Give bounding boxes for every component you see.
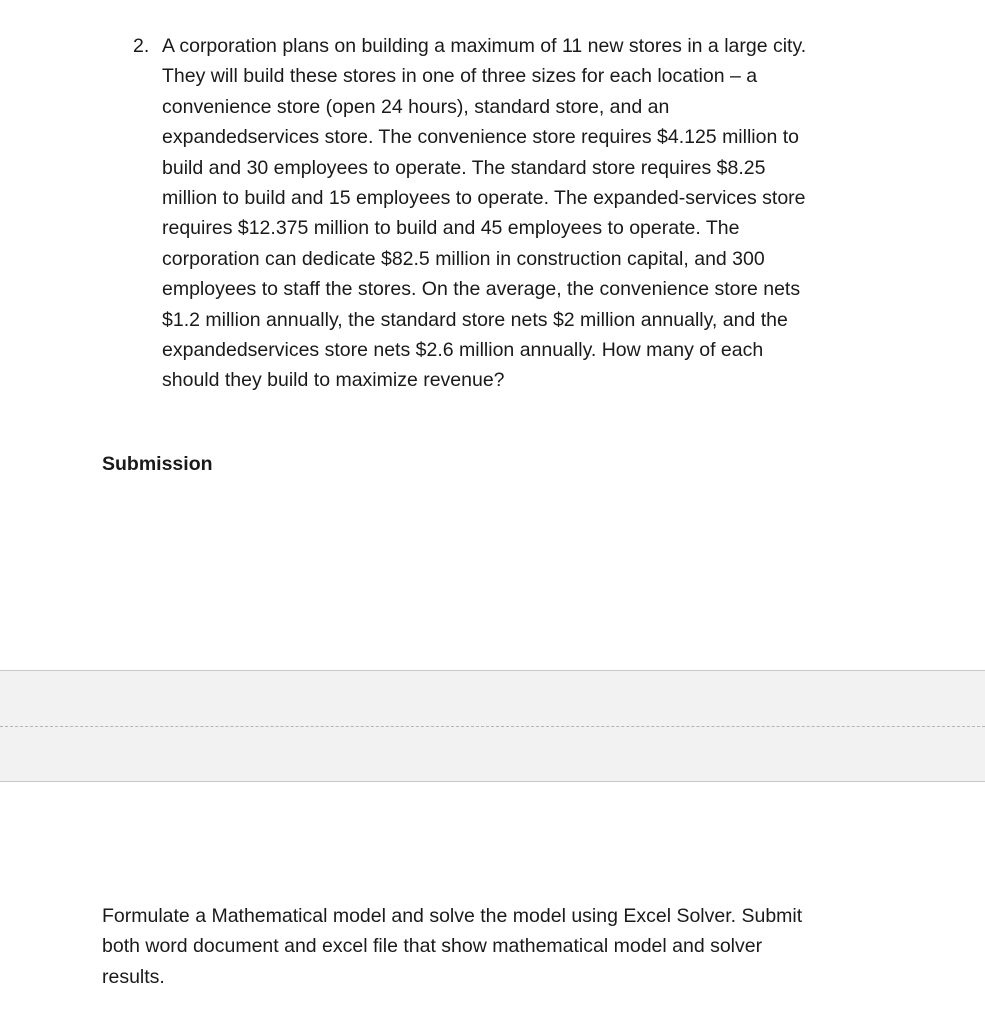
- question-line: They will build these stores in one of three sizes for each location – a: [162, 65, 758, 88]
- instructions-line: Formulate a Mathematical model and solve the model using Excel Solver. Submit: [102, 905, 803, 927]
- instructions-line: both word document and excel file that show mathematical model and solver: [102, 935, 763, 958]
- question-text: [162, 31, 873, 396]
- question-line: A corporation plans on building a maximum of 11 new stores in a large city.: [162, 35, 807, 57]
- question-item: [133, 31, 873, 396]
- page-break-dashed-line: [0, 726, 985, 727]
- question-line: expandedservices store. The convenience store requires $4.125 million to: [162, 126, 800, 149]
- question-line: build and 30 employees to operate. The standard store requires $8.25: [162, 156, 766, 179]
- question-line: expandedservices store nets $2.6 million annually. How many of each: [162, 339, 764, 362]
- page-break: [0, 670, 985, 782]
- question-line: $1.2 million annually, the standard store nets $2 million annually, and the: [162, 308, 788, 331]
- question-line: requires $12.375 million to build and 45 employees to operate. The: [162, 217, 740, 240]
- question-line: corporation can dedicate $82.5 million in construction capital, and 300: [162, 247, 765, 270]
- submission-heading: Submission: [102, 453, 213, 475]
- question-line: convenience store (open 24 hours), standard store, and an: [162, 95, 670, 118]
- instructions-paragraph: [102, 901, 882, 992]
- question-line: million to build and 15 employees to operate. The expanded-services store: [162, 187, 806, 210]
- question-number: 2.: [133, 35, 150, 57]
- question-line: should they build to maximize revenue?: [162, 369, 505, 392]
- instructions-line: results.: [102, 965, 165, 988]
- question-line: employees to staff the stores. On the average, the convenience store nets: [162, 278, 801, 301]
